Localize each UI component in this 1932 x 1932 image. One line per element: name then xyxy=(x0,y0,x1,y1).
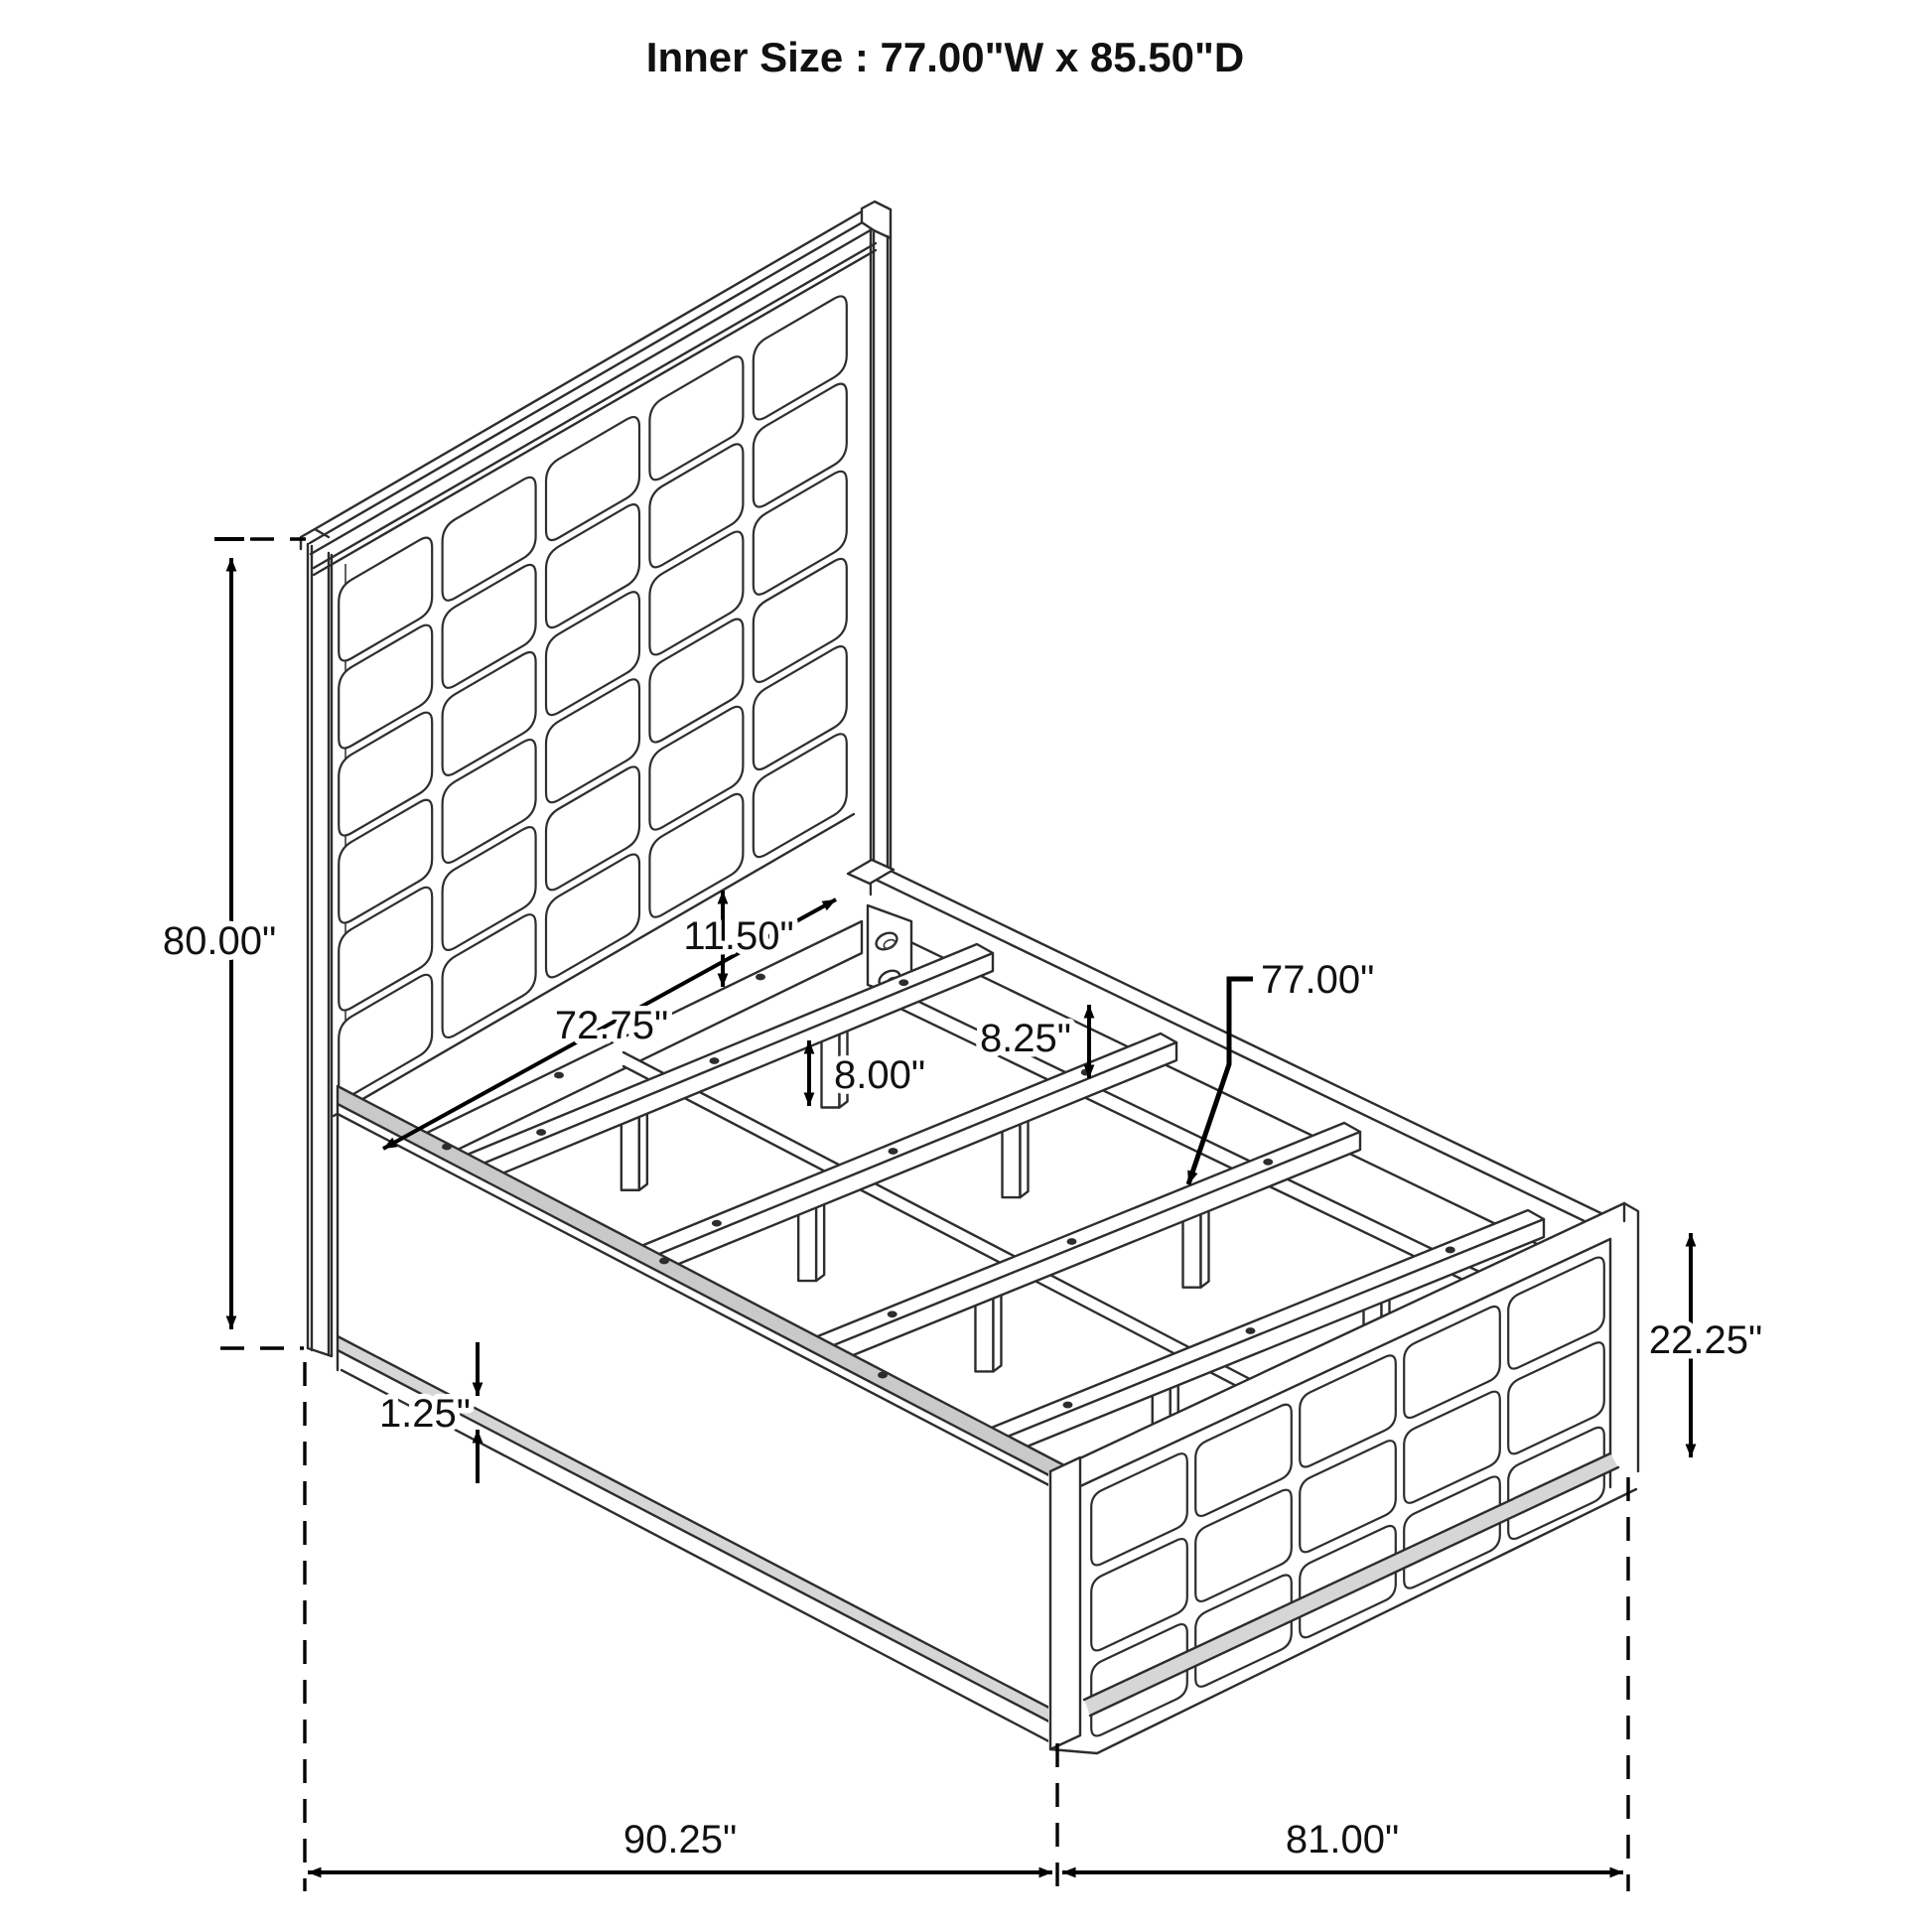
dim-label-overall-depth: 90.25" xyxy=(622,1818,738,1862)
rail-bolt xyxy=(878,1372,888,1379)
dim-label-leg-height: 8.00" xyxy=(834,1053,926,1097)
dim-label-inner-slat-span: 72.75" xyxy=(554,1004,669,1047)
slat-bolt xyxy=(1067,1238,1077,1245)
cleat-bolt xyxy=(554,1072,564,1079)
slat-leg-side xyxy=(816,1203,824,1281)
rail-bolt xyxy=(442,1144,452,1151)
dim-label-slat-width: 77.00" xyxy=(1261,958,1375,1002)
dim-label-headboard-clearance: 11.50" xyxy=(683,914,794,958)
slat-leg xyxy=(798,1207,816,1281)
dim-label-overall-width: 81.00" xyxy=(1285,1818,1400,1862)
slat-bolt xyxy=(1263,1159,1273,1166)
slat-leg-side xyxy=(639,1113,647,1190)
slat-bolt xyxy=(1063,1402,1073,1409)
slat-bolt xyxy=(1446,1247,1455,1254)
dim-label-rail-height: 8.25" xyxy=(979,1017,1071,1060)
slat-bolt xyxy=(888,1311,897,1317)
slat-leg xyxy=(621,1117,639,1190)
slat-bolt xyxy=(1246,1327,1256,1334)
slat-bolt xyxy=(710,1057,720,1064)
slat-leg xyxy=(1003,1124,1021,1197)
dim-label-footboard-height: 22.25" xyxy=(1648,1318,1763,1362)
dim-label-headboard-height: 80.00" xyxy=(162,919,277,963)
slat-leg xyxy=(1183,1214,1201,1288)
slat-leg-side xyxy=(1021,1120,1029,1197)
slat-bolt xyxy=(889,1148,898,1155)
page-title: Inner Size : 77.00"W x 85.50"D xyxy=(645,34,1245,80)
dim-label-base-reveal: 1.25" xyxy=(378,1392,471,1436)
slat-leg-side xyxy=(993,1294,1001,1371)
rail-bolt xyxy=(659,1258,669,1265)
slat-bolt xyxy=(898,979,908,986)
footboard-left-post xyxy=(1050,1457,1080,1749)
slat-bolt xyxy=(536,1129,546,1136)
slat-leg-side xyxy=(1201,1210,1209,1288)
slat-leg xyxy=(975,1298,993,1371)
cleat-bolt xyxy=(756,974,765,981)
slat-bolt xyxy=(712,1220,722,1227)
